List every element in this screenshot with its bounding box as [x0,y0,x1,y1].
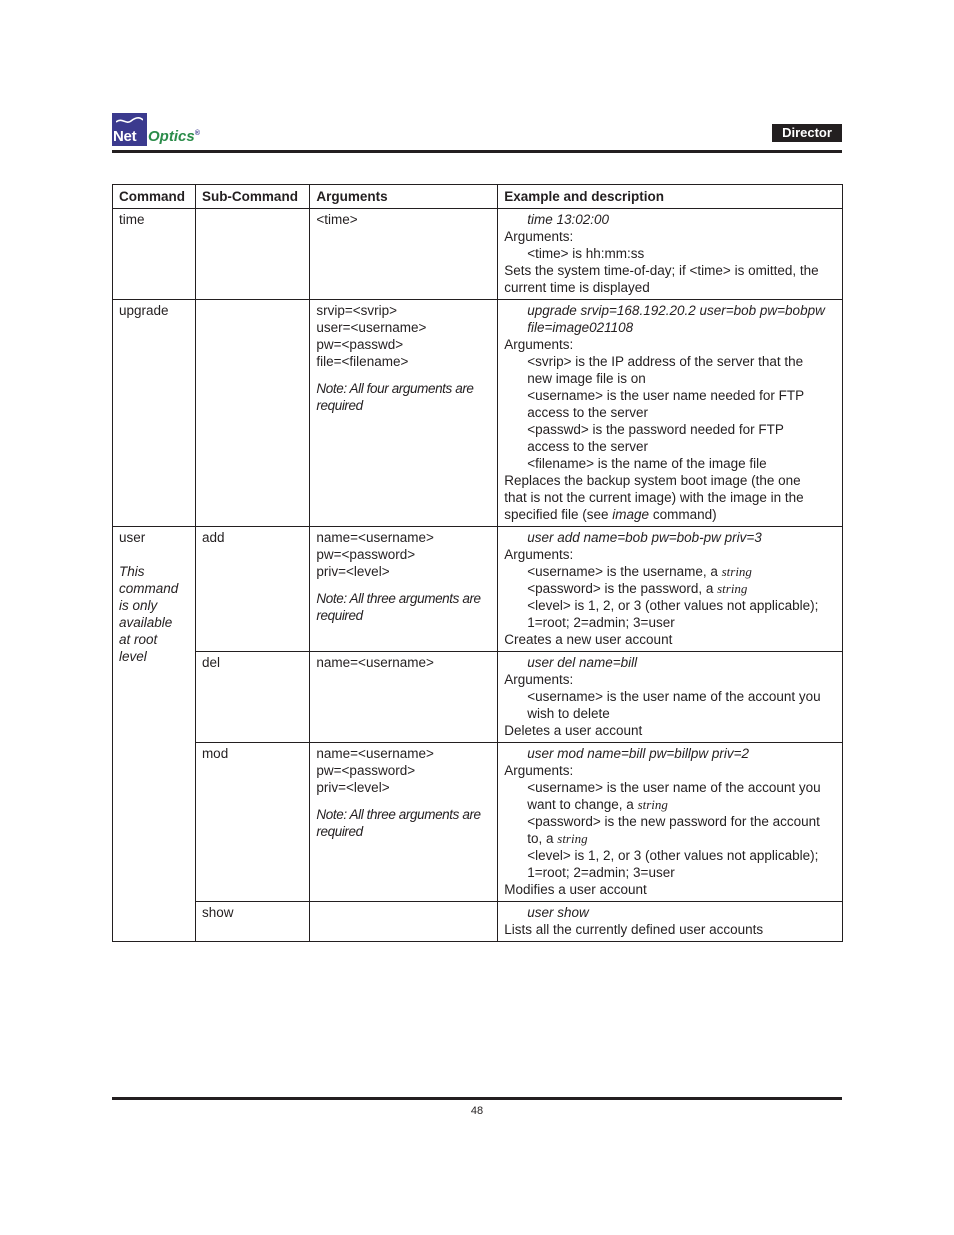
wave-icon [116,117,143,125]
table-row [113,652,843,743]
command-cell: user This command is only available at root level [113,527,196,942]
logo-net-text: Net [113,128,137,145]
table-row [113,902,843,942]
command-table [112,184,843,942]
logo-optics-text: Optics® [148,128,200,145]
logo-mark [112,113,147,146]
sub-command-cell [195,209,309,300]
arguments-cell: name=<username> pw=<password> priv=<level> Note: All three arguments are required [310,527,498,652]
product-badge: Director [772,124,842,142]
arguments-note: Note: All three arguments are required [316,591,481,623]
sub-command-cell [195,300,309,527]
command-cell: upgrade [113,300,196,527]
header-rule [112,150,842,153]
col-header-sub-command: Sub-Command [195,185,309,209]
col-header-command: Command [113,185,196,209]
col-header-arguments: Arguments [310,185,498,209]
sub-command-cell: show [195,902,309,942]
arguments-cell: srvip=<svrip> user=<username> pw=<passwd> file=<filename> Note: All four arguments are required [310,300,498,527]
example-cell: user mod name=bill pw=billpw priv=2 Arguments: <username> is the user name of the account you want to change, a string <password> is the new password for the account to, a string <level> is 1, 2, or 3 (other values not applicable); 1=root; 2=admin; 3=user Modifies a user account [498,743,843,902]
table-row [113,209,843,300]
page-number: 48 [470,1105,484,1117]
command-cell: time [113,209,196,300]
table-row [113,300,843,527]
arguments-cell: name=<username> [310,652,498,743]
table-row [113,743,843,902]
sub-command-cell: add [195,527,309,652]
example-cell: upgrade srvip=168.192.20.2 user=bob pw=bobpw file=image021108 Arguments: <svrip> is the IP address of the server that the new image file is on <username> is the user name needed for FTP access to the server <passwd> is the password needed for FTP access to the server <filename> is the name of the image file Replaces the backup system boot image (the one that is not the current image) with the image in the specified file (see image command) [498,300,843,527]
col-header-example: Example and description [498,185,843,209]
example-cell: user del name=bill Arguments: <username> is the user name of the account you wish to delete Deletes a user account [498,652,843,743]
table-header-row [113,185,843,209]
arguments-cell: name=<username> pw=<password> priv=<level> Note: All three arguments are required [310,743,498,902]
example-cell: user add name=bob pw=bob-pw priv=3 Arguments: <username> is the username, a string <password> is the password, a string <level> is 1, 2, or 3 (other values not applicable); 1=root; 2=admin; 3=user Creates a new user account [498,527,843,652]
arguments-cell: <time> [310,209,498,300]
example-cell: user show Lists all the currently defined user accounts [498,902,843,942]
arguments-cell [310,902,498,942]
footer-rule [112,1097,842,1100]
table-row [113,527,843,652]
example-cell: time 13:02:00 Arguments: <time> is hh:mm:ss Sets the system time-of-day; if <time> is omitted, the current time is displayed [498,209,843,300]
sub-command-cell: del [195,652,309,743]
sub-command-cell: mod [195,743,309,902]
arguments-note: Note: All four arguments are required [316,381,474,413]
arguments-note: Note: All three arguments are required [316,807,481,839]
